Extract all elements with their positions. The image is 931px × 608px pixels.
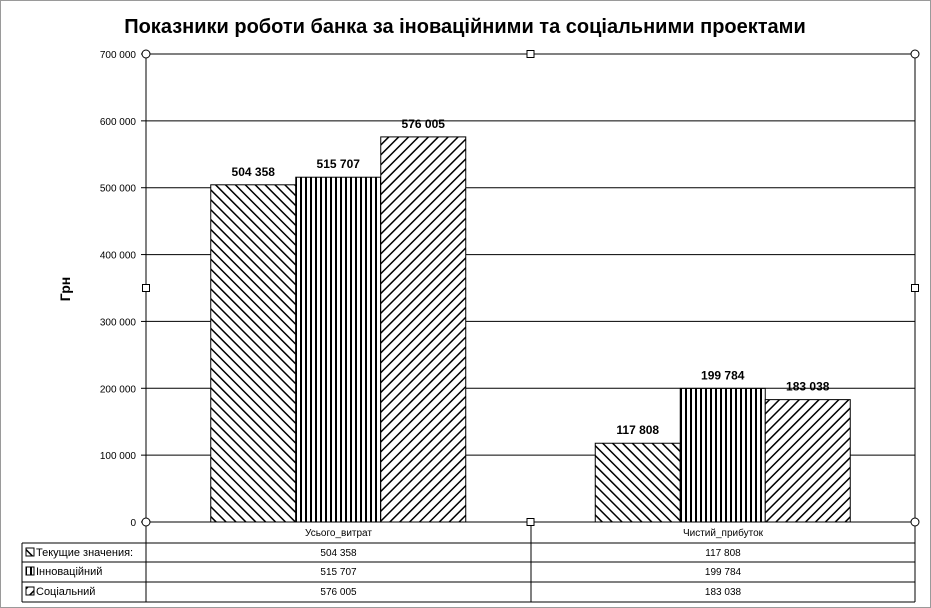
table-cell-value: 199 784 bbox=[704, 567, 742, 578]
legend-series-name: Інноваційний bbox=[36, 566, 103, 578]
legend-series-name: Текущие значения: bbox=[36, 547, 134, 559]
y-tick-label: 300 000 bbox=[99, 317, 136, 329]
y-tick-label: 400 000 bbox=[99, 250, 136, 262]
bar bbox=[765, 400, 850, 522]
table-cell-value: 117 808 bbox=[705, 548, 741, 559]
x-category-label: Чистий_прибуток bbox=[682, 528, 764, 539]
data-label: 515 707 bbox=[316, 157, 360, 172]
y-axis-ticks bbox=[100, 50, 146, 529]
data-table bbox=[22, 522, 915, 602]
resize-handle-corner[interactable] bbox=[911, 50, 919, 58]
resize-handle-side[interactable] bbox=[527, 51, 534, 58]
resize-handle-side[interactable] bbox=[143, 285, 150, 292]
legend-key bbox=[26, 567, 34, 575]
y-tick-label: 0 bbox=[130, 518, 136, 529]
data-label: 117 808 bbox=[616, 423, 660, 438]
bar bbox=[381, 137, 466, 522]
y-tick-label: 100 000 bbox=[99, 451, 136, 463]
resize-handle-corner[interactable] bbox=[142, 50, 150, 58]
resize-handle-side[interactable] bbox=[912, 285, 919, 292]
bars bbox=[211, 137, 851, 522]
table-cell-value: 576 005 bbox=[320, 587, 357, 598]
y-tick-label: 500 000 bbox=[99, 183, 136, 195]
y-tick-label: 600 000 bbox=[99, 116, 136, 128]
data-label: 576 005 bbox=[401, 116, 445, 131]
resize-handle-side[interactable] bbox=[527, 519, 534, 526]
table-cell-value: 515 707 bbox=[320, 567, 357, 578]
data-label: 199 784 bbox=[701, 368, 745, 383]
bar bbox=[296, 177, 381, 522]
data-label: 183 038 bbox=[786, 379, 830, 394]
y-tick-label: 700 000 bbox=[99, 50, 136, 61]
bar bbox=[680, 388, 765, 522]
legend-key bbox=[26, 548, 34, 556]
y-axis-label: Грн bbox=[57, 276, 73, 302]
table-cell-value: 504 358 bbox=[320, 548, 357, 559]
bar bbox=[211, 185, 296, 522]
chart-title: Показники роботи банка за іноваційними та соціальними проектами bbox=[124, 16, 806, 38]
resize-handle-corner[interactable] bbox=[142, 518, 150, 526]
legend-key bbox=[26, 587, 34, 595]
data-label: 504 358 bbox=[231, 164, 275, 179]
bar bbox=[595, 443, 680, 522]
y-tick-label: 200 000 bbox=[99, 384, 136, 396]
resize-handle-corner[interactable] bbox=[911, 518, 919, 526]
legend-series-name: Соціальний bbox=[36, 586, 96, 598]
table-cell-value: 183 038 bbox=[704, 587, 742, 598]
x-category-label: Усього_витрат bbox=[305, 528, 372, 539]
